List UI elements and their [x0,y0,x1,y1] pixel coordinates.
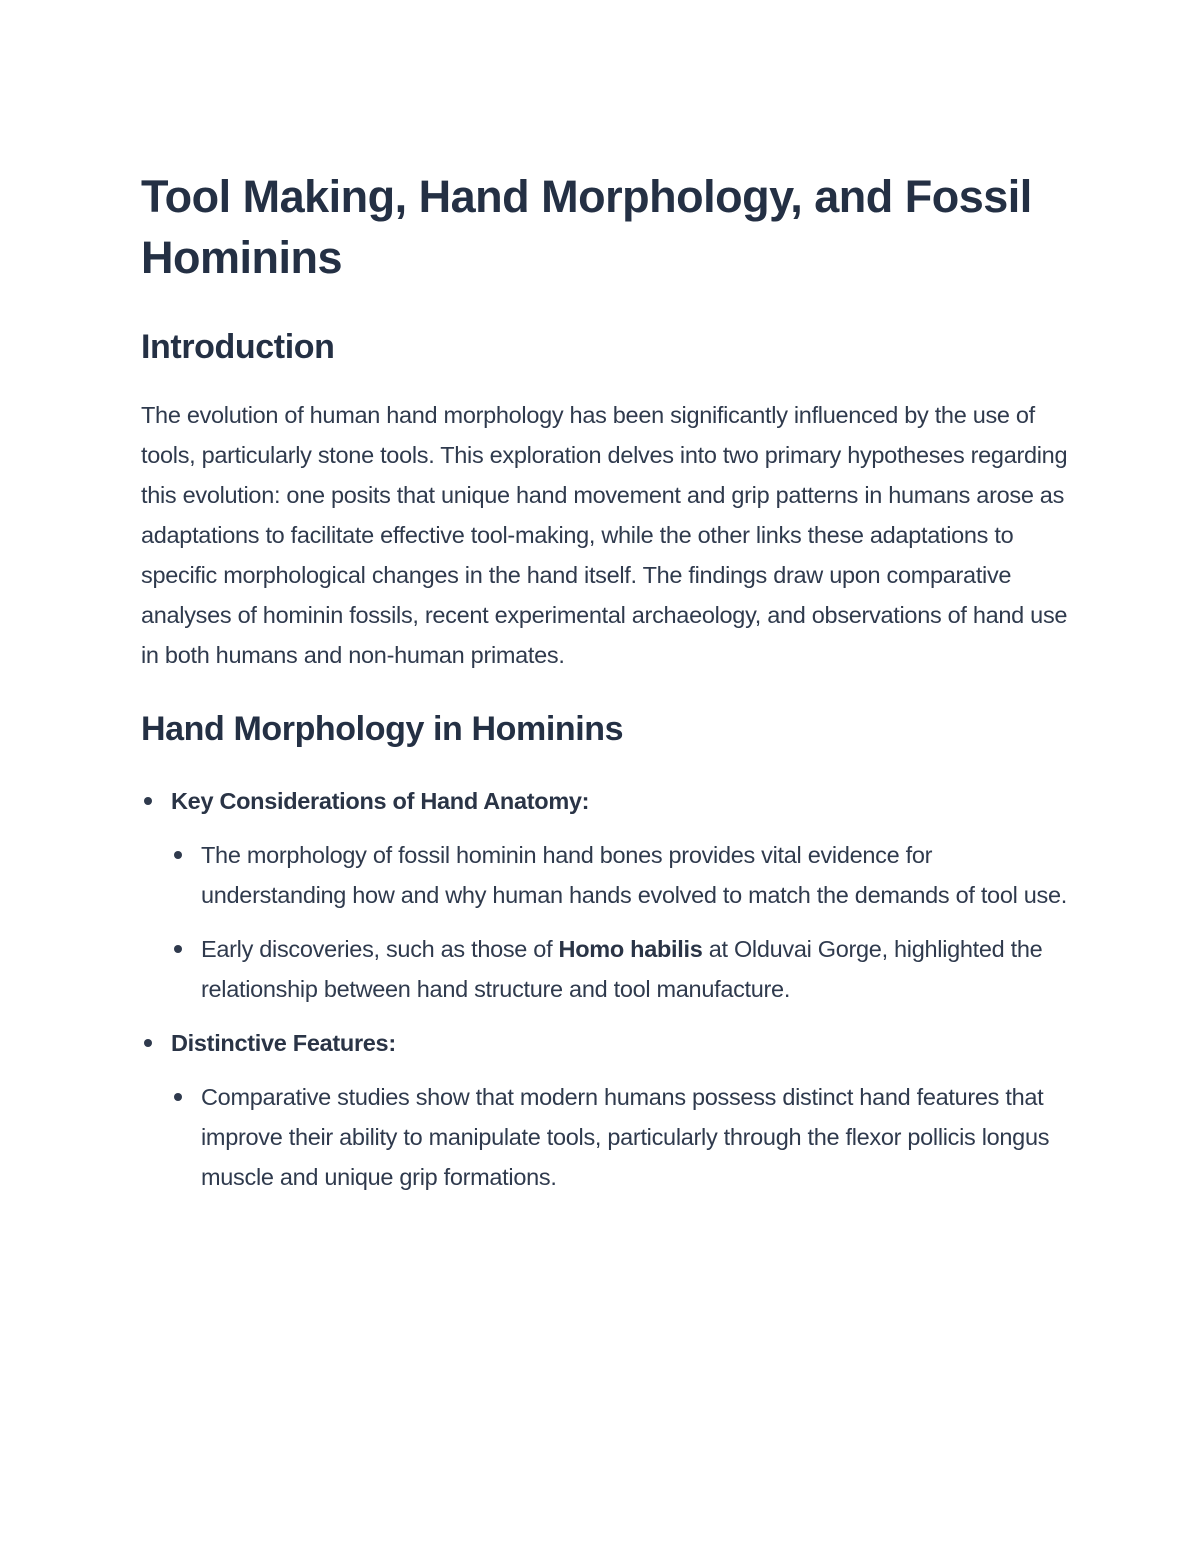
sub-list [171,835,1071,1009]
list-item-label: Distinctive Features: [171,1030,396,1056]
sub-list [171,1077,1071,1197]
list-item [141,781,1071,1009]
species-name: Homo habilis [558,936,703,962]
list-item [141,1023,1071,1197]
sub-list-item-text: Comparative studies show that modern humans possess distinct hand features that improve their ability to manipulate tools, particularly through the flexor pollicis longus muscle and unique grip formations. [201,1084,1050,1190]
document-title: Tool Making, Hand Morphology, and Fossil Hominins [141,171,1032,283]
bullet-icon [174,851,182,859]
sub-list-item [171,929,1071,1009]
introduction-heading: Introduction [141,328,335,366]
sub-list-item-text-post: at Olduvai Gorge, highlighted the relationship between hand structure and tool manufacture. [201,936,1043,1002]
sub-list-item [171,835,1071,915]
sub-list-item-text-pre: Early discoveries, such as those of [201,936,559,962]
list-item-label: Key Considerations of Hand Anatomy: [171,788,590,814]
introduction-paragraph: The evolution of human hand morphology has been significantly influenced by the use of tools, particularly stone tools. This exploration delves into two primary hypotheses regarding this evolution: one posits that unique hand movement and grip patterns in humans arose as adaptations to facilitate effective tool-making, while the other links these adaptations to specific morphological changes in the hand itself. The findings draw upon comparative analyses of hominin fossils, recent experimental archaeology, and observations of hand use in both humans and non-human primates. [141,402,1068,668]
document-page [141,166,1071,1197]
sub-list-item [171,1077,1071,1197]
hand-morphology-list [141,781,1071,1197]
bullet-icon [174,945,182,953]
bullet-icon [144,1039,152,1047]
hand-morphology-heading: Hand Morphology in Hominins [141,710,624,748]
sub-list-item-text: The morphology of fossil hominin hand bones provides vital evidence for understanding how and why human hands evolved to match the demands of tool use. [201,842,1067,908]
bullet-icon [174,1093,182,1101]
bullet-icon [144,797,152,805]
